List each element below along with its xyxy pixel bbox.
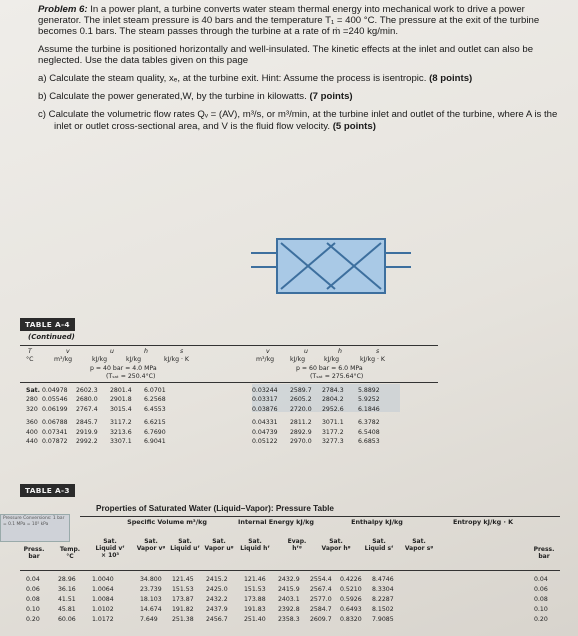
a3-value-cell: 0.5926	[340, 596, 362, 603]
a3-value-cell: 2577.0	[310, 596, 332, 603]
a4-value-cell: 0.06199	[42, 405, 68, 413]
a3-value-cell: 1.0102	[92, 606, 114, 613]
a4-temp-cell: Sat.	[26, 387, 40, 394]
problem-title: Problem 6:	[38, 4, 88, 15]
a4-value-cell: 3177.2	[322, 428, 344, 436]
question-b-text: b) Calculate the power generated,W, by the turbine in kilowatts.	[38, 91, 307, 103]
a3-value-cell: 2403.1	[278, 596, 300, 603]
a3-value-cell: 2432.9	[278, 576, 300, 583]
a3-value-cell: 36.16	[58, 586, 76, 593]
a4-temp-cell: 400	[26, 428, 38, 436]
a3-value-cell: 8.4746	[372, 576, 394, 583]
a4-value-cell: 2845.7	[76, 419, 98, 427]
a4-value-cell: 6.4553	[144, 405, 166, 413]
problem-intro	[38, 4, 558, 38]
a4-runit-u: kJ/kg	[290, 356, 306, 363]
a3-value-cell: 121.45	[172, 576, 194, 583]
a4-value-cell: 6.3782	[358, 419, 380, 427]
a4-value-cell: 2720.0	[290, 405, 312, 413]
a3-value-cell: 2415.2	[206, 576, 228, 583]
a3-value-cell: 151.53	[172, 586, 194, 593]
rule	[20, 570, 560, 571]
a4-value-cell: 0.04331	[252, 419, 278, 427]
a3-pressure-cell: 0.20	[534, 616, 548, 623]
a3-pressure-cell: 0.06	[26, 586, 40, 593]
a3-value-cell: 8.1502	[372, 606, 394, 613]
a3-value-cell: 60.06	[58, 616, 76, 623]
a4-value-cell: 2767.4	[76, 405, 98, 413]
a3-value-cell: 191.83	[244, 606, 266, 613]
a3-value-cell: 2456.7	[206, 616, 228, 623]
a3-value-cell: 8.2287	[372, 596, 394, 603]
question-a-text: a) Calculate the steam quality, xₑ, at the turbine exit. Hint: Assume the process is isentropic.	[38, 73, 427, 85]
question-c-points: (5 points)	[332, 120, 376, 132]
a3-value-cell: 41.51	[58, 596, 76, 603]
a4-value-cell: 3117.2	[110, 419, 132, 427]
a4-value-cell: 2784.3	[322, 387, 344, 394]
table-a4-tag: TABLE A-4	[20, 318, 75, 331]
a3-value-cell: 8.3304	[372, 586, 394, 593]
a3-col-header: Press. bar	[533, 546, 555, 560]
a4-value-cell: 0.07341	[42, 428, 68, 436]
a3-col-header: Temp. °C	[59, 546, 81, 560]
a4-temp-cell: 360	[26, 419, 38, 427]
table-a3-tag: TABLE A-3	[20, 484, 75, 497]
rule	[20, 382, 438, 383]
table-a3-title: Properties of Saturated Water (Liquid–Vapor): Pressure Table	[96, 504, 334, 513]
a3-value-cell: 191.82	[172, 606, 194, 613]
a3-col-header: Sat. Liquid uᶠ	[170, 538, 200, 552]
a4-value-cell: 0.03244	[252, 387, 278, 394]
a4-unit-T: °C	[26, 356, 34, 363]
a4-value-cell: 0.03876	[252, 405, 278, 413]
a4-value-cell: 6.6215	[144, 419, 166, 427]
a4-runit-h: kJ/kg	[324, 356, 340, 363]
question-c-text: c) Calculate the volumetric flow rates Qᵥ = (AV), m³/s, or m³/min, at the turbine inlet and outlet of the turbine, where A is the inlet or outlet cross-sectional area, and V is the fluid flow velocity.	[38, 109, 558, 132]
a3-col-header: Sat. Vapor sᵍ	[404, 538, 434, 552]
a4-value-cell: 3015.4	[110, 405, 132, 413]
a4-temp-cell: 320	[26, 405, 38, 413]
a4-unit-h: kJ/kg	[126, 356, 142, 363]
a4-value-cell: 2602.3	[76, 387, 98, 394]
a4-value-cell: 2801.4	[110, 387, 132, 394]
a4-value-cell: 6.1846	[358, 405, 380, 413]
a3-value-cell: 173.88	[244, 596, 266, 603]
question-b-points: (7 points)	[309, 91, 353, 103]
a3-value-cell: 1.0172	[92, 616, 114, 623]
a4-value-cell: 6.6853	[358, 438, 380, 445]
a3-value-cell: 251.38	[172, 616, 194, 623]
group-specific-volume: Specific Volume m³/kg	[127, 518, 207, 526]
table-a4	[20, 318, 438, 476]
a3-pressure-cell: 0.04	[534, 576, 548, 583]
a3-value-cell: 151.53	[244, 586, 266, 593]
a4-value-cell: 2892.9	[290, 428, 312, 436]
a3-value-cell: 251.40	[244, 616, 266, 623]
problem-statement	[38, 4, 558, 132]
a4-value-cell: 2605.2	[290, 396, 312, 404]
a4-value-cell: 2919.9	[76, 428, 98, 436]
a3-col-header: Sat. Liquid hᶠ	[240, 538, 270, 552]
a3-value-cell: 34.800	[140, 576, 162, 583]
a3-value-cell: 2567.4	[310, 586, 332, 593]
a4-value-cell: 2589.7	[290, 387, 312, 394]
group-internal-energy: Internal Energy kJ/kg	[238, 518, 314, 526]
a3-value-cell: 2392.8	[278, 606, 300, 613]
a4-right-pressure: p = 60 bar = 6.0 MPa	[296, 365, 363, 372]
assumption-text: Assume the turbine is positioned horizontally and well-insulated. The kinetic effects at the inlet and outlet can also be neglected. Use the data tables given on this page	[38, 43, 534, 66]
table-a4-continued: (Continued)	[28, 333, 75, 341]
a4-value-cell: 2901.8	[110, 396, 132, 404]
question-c	[38, 109, 558, 131]
a4-value-cell: 2970.0	[290, 438, 312, 445]
a3-value-cell: 1.0084	[92, 596, 114, 603]
a4-value-cell: 0.05546	[42, 396, 68, 404]
a4-value-cell: 0.04978	[42, 387, 68, 394]
question-b	[38, 91, 558, 102]
problem-intro-text: In a power plant, a turbine converts water steam thermal energy into mechanical work to drive a power generator. The inlet steam pressure is 40 bars and the temperature T₁ = 400 °C. The pressure at the exit of the turbine becomes 0.1 bars. The steam passes through the turbine at a rate of ṁ =240 kg/min.	[38, 4, 540, 38]
a3-col-header: Sat. Vapor vᵍ	[136, 538, 166, 552]
a4-head-u: u	[110, 348, 114, 355]
a4-temp-cell: 280	[26, 396, 38, 404]
a4-value-cell: 5.8892	[358, 387, 380, 394]
a4-value-cell: 6.7690	[144, 428, 166, 436]
a4-value-cell: 2811.2	[290, 419, 312, 427]
a3-value-cell: 2425.0	[206, 586, 228, 593]
a4-value-cell: 3213.6	[110, 428, 132, 436]
a4-left-tsat: (Tₛₐₜ = 250.4°C)	[106, 373, 156, 380]
a4-value-cell: 2804.2	[322, 396, 344, 404]
a3-value-cell: 0.8320	[340, 616, 362, 623]
a3-value-cell: 1.0064	[92, 586, 114, 593]
a3-value-cell: 7.649	[140, 616, 158, 623]
a3-value-cell: 0.6493	[340, 606, 362, 613]
a3-value-cell: 2415.9	[278, 586, 300, 593]
a3-value-cell: 45.81	[58, 606, 76, 613]
a4-value-cell: 0.07872	[42, 438, 68, 445]
a4-value-cell: 3071.1	[322, 419, 344, 427]
a3-value-cell: 2584.7	[310, 606, 332, 613]
group-entropy: Entropy kJ/kg · K	[452, 518, 514, 526]
a4-value-cell: 0.04739	[252, 428, 278, 436]
a4-right-tsat: (Tₛₐₜ = 275.64°C)	[310, 373, 364, 380]
a4-runit-v: m³/kg	[256, 356, 275, 363]
a3-pressure-cell: 0.04	[26, 576, 40, 583]
a4-rhead-s: s	[376, 348, 380, 355]
a4-value-cell: 3307.1	[110, 438, 132, 445]
a3-value-cell: 1.0040	[92, 576, 114, 583]
a4-head-v: v	[66, 348, 70, 355]
a3-col-header: Sat. Vapor hᵍ	[321, 538, 351, 552]
a4-value-cell: 6.5408	[358, 428, 380, 436]
a4-value-cell: 6.2568	[144, 396, 166, 404]
a3-value-cell: 2358.3	[278, 616, 300, 623]
a4-value-cell: 0.05122	[252, 438, 278, 445]
pressure-conversions-box: Pressure Conversions: 1 bar = 0.1 MPa = 10⁵ kPa	[0, 514, 70, 542]
rule	[80, 516, 560, 517]
a3-value-cell: 14.674	[140, 606, 162, 613]
turbine-diagram	[251, 237, 411, 295]
a3-col-header: Sat. Vapor uᵍ	[204, 538, 234, 552]
a4-value-cell: 3277.3	[322, 438, 344, 445]
a3-value-cell: 23.739	[140, 586, 162, 593]
a4-value-cell: 6.0701	[144, 387, 166, 394]
a3-value-cell: 2609.7	[310, 616, 332, 623]
a3-col-header: Sat. Liquid vᶠ × 10³	[95, 538, 125, 559]
a4-runit-s: kJ/kg · K	[360, 356, 385, 363]
a4-unit-u: kJ/kg	[92, 356, 108, 363]
a3-pressure-cell: 0.08	[534, 596, 548, 603]
a3-col-header: Evap. hᶠᵍ	[287, 538, 307, 552]
a3-value-cell: 18.103	[140, 596, 162, 603]
a4-value-cell: 2680.0	[76, 396, 98, 404]
a4-head-s: s	[180, 348, 184, 355]
a4-unit-s: kJ/kg · K	[164, 356, 189, 363]
a3-value-cell: 173.87	[172, 596, 194, 603]
a4-unit-v: m³/kg	[54, 356, 73, 363]
a3-value-cell: 2437.9	[206, 606, 228, 613]
a4-value-cell: 2992.2	[76, 438, 98, 445]
a4-value-cell: 0.06788	[42, 419, 68, 427]
a4-head-h: h	[144, 348, 148, 355]
a3-value-cell: 0.5210	[340, 586, 362, 593]
a4-value-cell: 0.03317	[252, 396, 278, 404]
question-a-points: (8 points)	[429, 73, 473, 85]
a4-head-T: T	[28, 348, 32, 355]
question-a	[38, 73, 558, 84]
a3-pressure-cell: 0.20	[26, 616, 40, 623]
a4-rhead-v: v	[266, 348, 270, 355]
a4-left-pressure: p = 40 bar = 4.0 MPa	[90, 365, 157, 372]
a4-value-cell: 5.9252	[358, 396, 380, 404]
a4-rhead-u: u	[304, 348, 308, 355]
a3-col-header: Sat. Liquid sᶠ	[364, 538, 394, 552]
a3-value-cell: 121.46	[244, 576, 266, 583]
a3-pressure-cell: 0.10	[26, 606, 40, 613]
a3-value-cell: 7.9085	[372, 616, 394, 623]
a3-value-cell: 2554.4	[310, 576, 332, 583]
rule	[20, 345, 438, 346]
a3-pressure-cell: 0.06	[534, 586, 548, 593]
a4-value-cell: 6.9041	[144, 438, 166, 445]
a3-value-cell: 28.96	[58, 576, 76, 583]
a3-pressure-cell: 0.08	[26, 596, 40, 603]
a4-rhead-h: h	[338, 348, 342, 355]
table-a3	[3, 484, 578, 636]
a3-col-header: Press. bar	[23, 546, 45, 560]
a3-pressure-cell: 0.10	[534, 606, 548, 613]
a4-value-cell: 2952.6	[322, 405, 344, 413]
a3-value-cell: 0.4226	[340, 576, 362, 583]
a4-temp-cell: 440	[26, 438, 38, 445]
group-enthalpy: Enthalpy kJ/kg	[351, 518, 403, 526]
a3-value-cell: 2432.2	[206, 596, 228, 603]
